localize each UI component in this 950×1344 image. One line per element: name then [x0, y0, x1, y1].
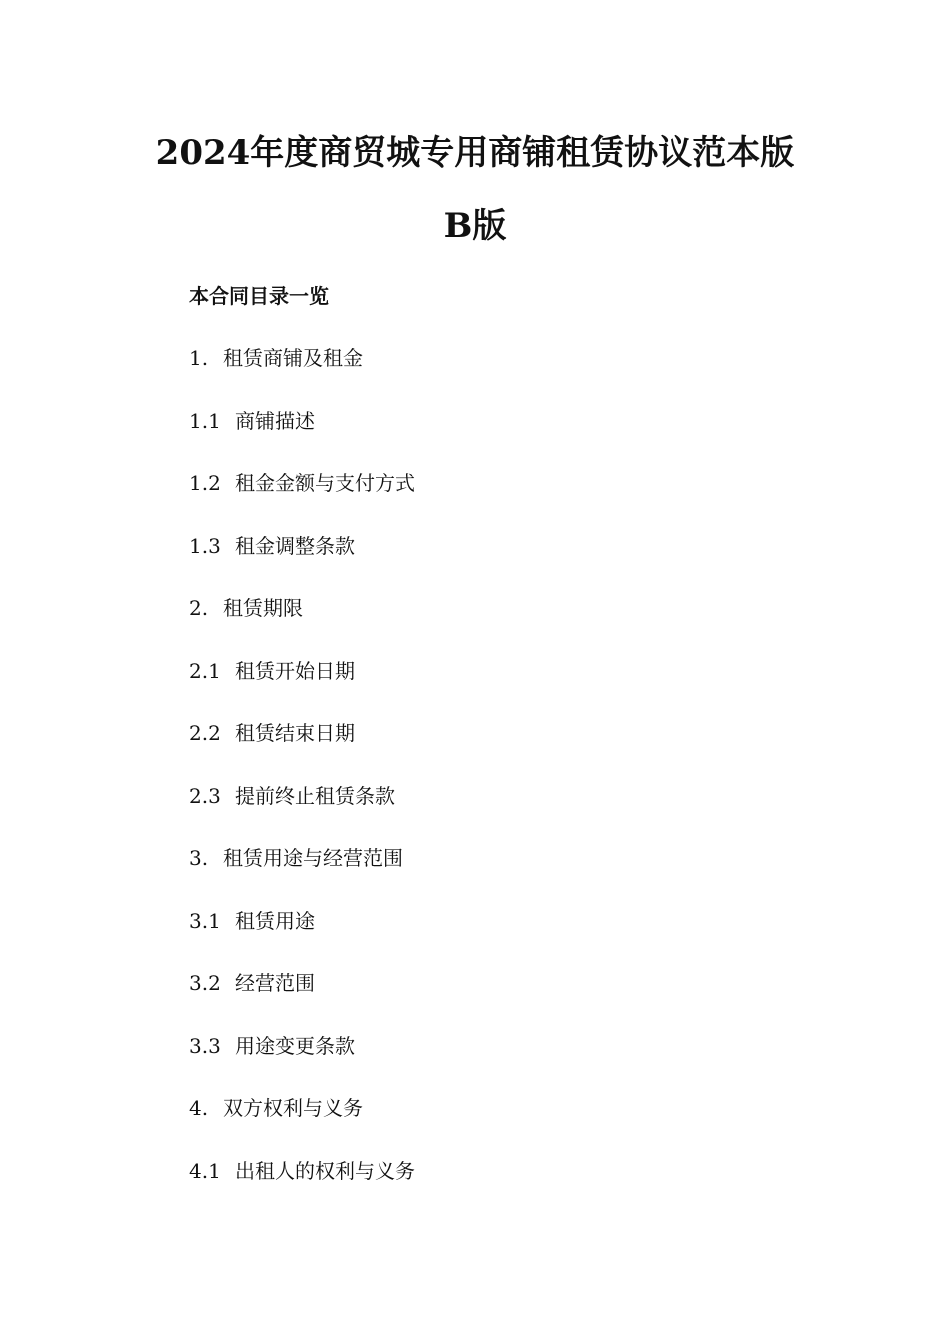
toc-item-text: 经营范围: [235, 971, 315, 995]
toc-item-text: 双方权利与义务: [223, 1096, 363, 1120]
toc-item: [189, 719, 415, 782]
toc-item: [189, 407, 415, 470]
toc-item: [189, 782, 415, 845]
toc-item: [189, 1094, 415, 1157]
toc-item: [189, 1157, 415, 1220]
toc-item-number: 1.2: [189, 471, 221, 495]
toc-item-number: 1.1: [189, 408, 221, 433]
toc-item-number: 2.2: [189, 721, 221, 745]
toc-item-number: 3.: [189, 846, 209, 870]
toc-item-text: 租赁商铺及租金: [223, 346, 363, 370]
document-title-line-1: 2024年度商贸城专用商铺租赁协议范本版: [155, 133, 795, 173]
toc-item-number: 1.3: [189, 533, 221, 558]
toc-item-text: 出租人的权利与义务: [235, 1158, 415, 1183]
table-of-contents: [189, 344, 415, 1219]
toc-item-text: 租金调整条款: [235, 533, 355, 558]
toc-item: [189, 1032, 415, 1095]
toc-item: [189, 469, 415, 532]
toc-item-text: 租赁期限: [223, 596, 303, 620]
toc-item-text: 租赁开始日期: [235, 658, 355, 683]
toc-item: [189, 344, 415, 407]
toc-item-number: 2.3: [189, 783, 221, 808]
toc-item-number: 4.1: [189, 1158, 221, 1183]
toc-item-number: 1.: [189, 346, 209, 370]
toc-item-text: 用途变更条款: [235, 1033, 355, 1058]
toc-item-number: 4.: [189, 1096, 209, 1120]
toc-item: [189, 657, 415, 720]
toc-item-text: 租赁结束日期: [235, 721, 355, 745]
document-title-line-2: B版: [443, 206, 507, 246]
toc-item: [189, 907, 415, 970]
toc-item-text: 租金金额与支付方式: [235, 471, 415, 495]
toc-item: [189, 594, 415, 657]
toc-item: [189, 969, 415, 1032]
toc-item-number: 2.: [189, 596, 209, 620]
toc-item-text: 租赁用途: [235, 908, 315, 933]
toc-item-number: 3.1: [189, 908, 221, 933]
toc-item-number: 3.3: [189, 1033, 221, 1058]
toc-item-text: 租赁用途与经营范围: [223, 846, 403, 870]
toc-item: [189, 844, 415, 907]
toc-item-text: 提前终止租赁条款: [235, 783, 395, 808]
toc-item-number: 3.2: [189, 971, 221, 995]
toc-item: [189, 532, 415, 595]
toc-item-number: 2.1: [189, 658, 221, 683]
toc-heading: 本合同目录一览: [189, 284, 329, 308]
toc-item-text: 商铺描述: [235, 408, 315, 433]
